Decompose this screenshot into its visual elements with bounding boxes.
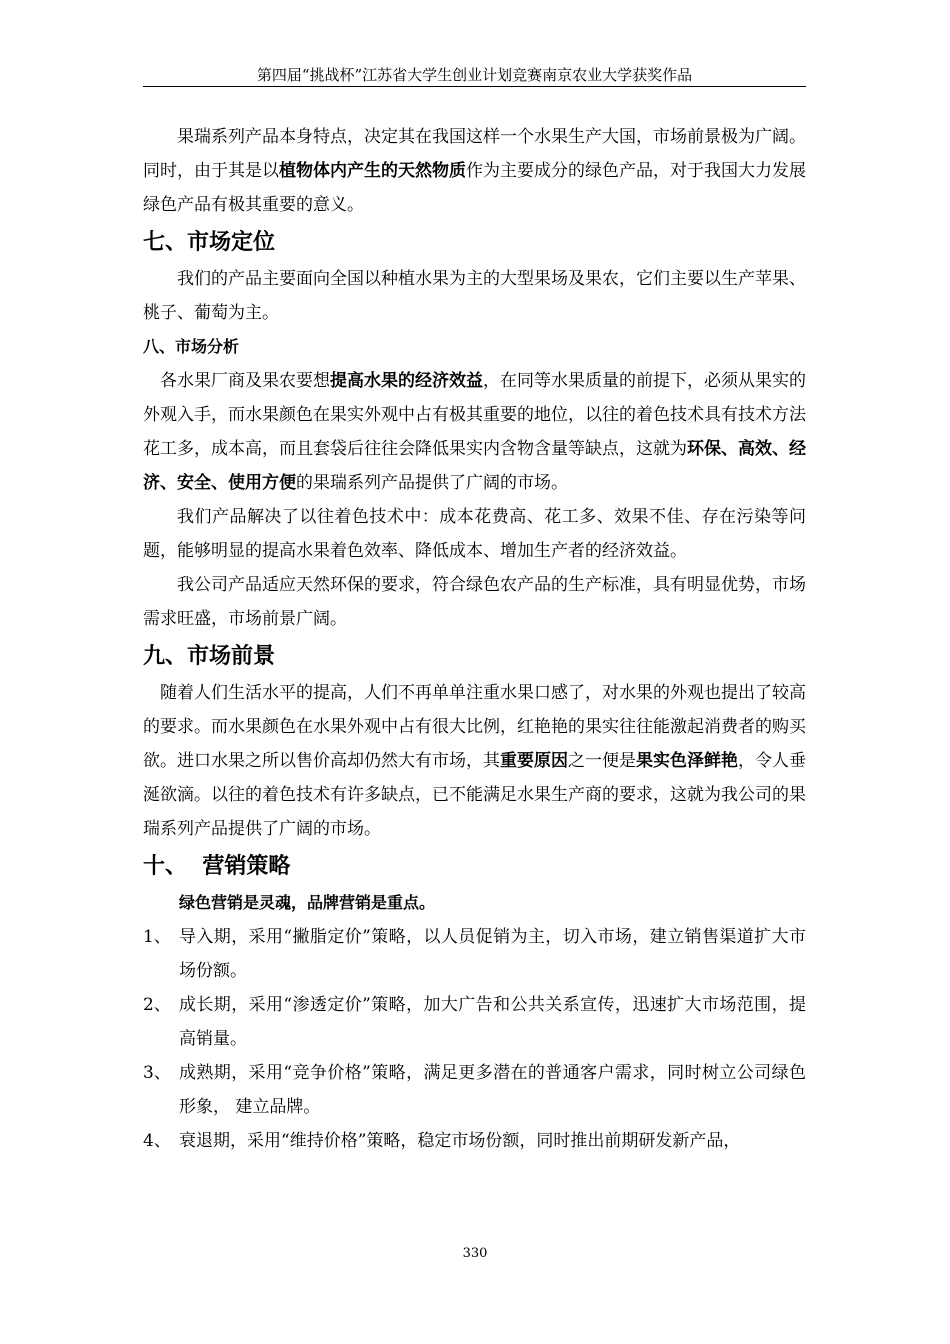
running-header: 第四届“挑战杯”江苏省大学生创业计划竞赛南京农业大学获奖作品 — [143, 66, 806, 87]
heading-marketing-strategy: 十、 营销策略 — [143, 853, 291, 879]
list-item — [143, 1124, 806, 1158]
list-text: 成长期，采用“渗透定价”策略，加大广告和公共关系宣传，迅速扩大市场范围，提高销量。 — [179, 995, 806, 1049]
list-text: 导入期，采用“撇脂定价”策略，以人员促销为主，切入市场，建立销售渠道扩大市场份额。 — [179, 927, 806, 981]
paragraph-market-positioning: 我们的产品主要面向全国以种植水果为主的大型果场及果农，它们主要以生产苹果、桃子、葡萄为主。 — [143, 269, 806, 323]
list-number: 2、 — [143, 995, 171, 1015]
document-body — [143, 120, 806, 1158]
list-number: 3、 — [143, 1063, 171, 1083]
marketing-slogan: 绿色营销是灵魂，品牌营销是重点。 — [179, 893, 436, 912]
paragraph-market-analysis-1: 各水果厂商及果农要想提高水果的经济效益，在同等水果质量的前提下，必须从果实的外观入手，而水果颜色在果实外观中占有极其重要的地位，以往的着色技术具有技术方法花工多，成本高，而且套袋后往往会降低果实内含物含量等缺点，这就为环保、高效、经济、安全、使用方便的果瑞系列产品提供了广阔的市场。 — [143, 371, 806, 493]
list-item — [143, 920, 806, 988]
list-text: 衰退期，采用“维持价格”策略，稳定市场份额，同时推出前期研发新产品， — [179, 1131, 741, 1151]
paragraph-market-analysis-2: 我们产品解决了以往着色技术中：成本花费高、花工多、效果不佳、存在污染等问题，能够明显的提高水果着色效率、降低成本、增加生产者的经济效益。 — [143, 507, 806, 561]
list-number: 1、 — [143, 927, 171, 947]
paragraph-market-prospects: 随着人们生活水平的提高，人们不再单单注重水果口感了，对水果的外观也提出了较高的要求。而水果颜色在水果外观中占有很大比例，红艳艳的果实往往能激起消费者的购买欲。进口水果之所以售价高却仍然大有市场，其重要原因之一便是果实色泽鲜艳，令人垂涎欲滴。以往的着色技术有许多缺点，已不能满足水果生产商的要求，这就为我公司的果瑞系列产品提供了广阔的市场。 — [143, 683, 806, 839]
page-number: 330 — [462, 1246, 488, 1261]
list-number: 4、 — [143, 1131, 171, 1151]
heading-market-prospects: 九、市场前景 — [143, 643, 276, 669]
list-text: 成熟期，采用“竞争价格”策略，满足更多潜在的普通客户需求，同时树立公司绿色形象， 建立品牌。 — [179, 1063, 806, 1117]
paragraph-market-analysis-3: 我公司产品适应天然环保的要求，符合绿色农产品的生产标准，具有明显优势，市场需求旺盛，市场前景广阔。 — [143, 575, 806, 629]
heading-market-analysis: 八、市场分析 — [143, 337, 240, 356]
list-item — [143, 1056, 806, 1124]
list-item — [143, 988, 806, 1056]
paragraph-product-features: 果瑞系列产品本身特点，决定其在我国这样一个水果生产大国，市场前景极为广阔。同时，由于其是以植物体内产生的天然物质作为主要成分的绿色产品，对于我国大力发展绿色产品有极其重要的意义。 — [143, 127, 806, 215]
heading-market-positioning: 七、市场定位 — [143, 229, 276, 255]
